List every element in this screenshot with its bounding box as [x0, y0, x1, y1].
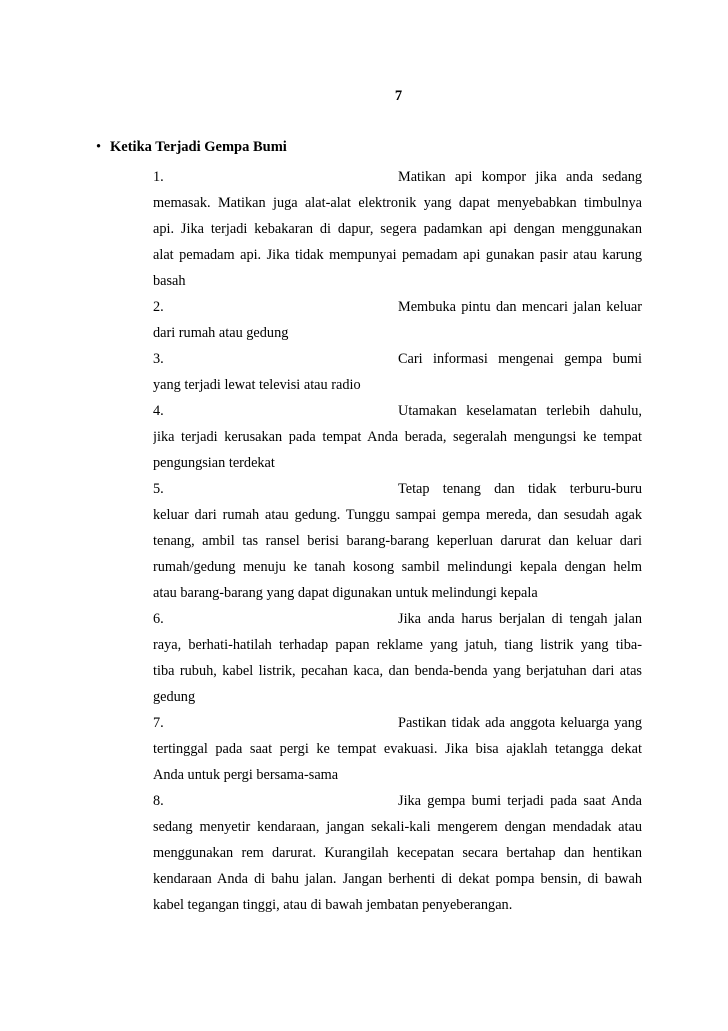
list-item-text-line: dari rumah atau gedung	[153, 325, 289, 341]
list-item	[153, 346, 642, 398]
list-item-first-line	[153, 788, 642, 814]
list-item	[153, 398, 642, 476]
list-item-lead-text: Tetap tenang dan tidak terburu-buru	[398, 481, 642, 497]
list-item-text-line: sedang menyetir kendaraan, jangan sekali-kali mengerem dengan mendadak atau	[153, 819, 642, 835]
list-item-text-line: atau barang-barang yang dapat digunakan untuk melindungi kepala	[153, 585, 538, 601]
list-item-first-line	[153, 710, 642, 736]
list-item-text-line: tenang, ambil tas ransel berisi barang-barang keperluan darurat dan keluar dari	[153, 533, 642, 549]
list-item-text-line: tertinggal pada saat pergi ke tempat evakuasi. Jika bisa ajaklah tetangga dekat	[153, 741, 642, 757]
list-item-text-line: api. Jika terjadi kebakaran di dapur, segera padamkan api dengan menggunakan	[153, 221, 642, 237]
list-item-text-line: memasak. Matikan juga alat-alat elektronik yang dapat menyebabkan timbulnya	[153, 195, 642, 211]
list-item-text-line: yang terjadi lewat televisi atau radio	[153, 377, 361, 393]
list-item	[153, 710, 642, 788]
list-item-first-line	[153, 398, 642, 424]
list-item-number: 2.	[153, 299, 164, 315]
list-item-text-line: basah	[153, 273, 186, 289]
page-number: 7	[394, 88, 403, 104]
list-item-number: 1.	[153, 169, 164, 185]
list-item	[153, 788, 642, 918]
list-item-text-line: jika terjadi kerusakan pada tempat Anda berada, segeralah mengungsi ke tempat	[153, 429, 642, 445]
list-item	[153, 164, 642, 294]
list-item-first-line	[153, 294, 642, 320]
list-item-lead-text: Jika anda harus berjalan di tengah jalan	[398, 611, 642, 627]
list-item-lead-text: Utamakan keselamatan terlebih dahulu,	[398, 403, 642, 419]
list-item-text-line: pengungsian terdekat	[153, 455, 275, 471]
list-item-lead-text: Jika gempa bumi terjadi pada saat Anda	[398, 793, 642, 809]
list-item-text-line: alat pemadam api. Jika tidak mempunyai pemadam api gunakan pasir atau karung	[153, 247, 642, 263]
list-item	[153, 294, 642, 346]
list-item	[153, 606, 642, 710]
list-item-first-line	[153, 606, 642, 632]
list-item-number: 3.	[153, 351, 164, 367]
list-item-text-line: gedung	[153, 689, 196, 705]
list-item-number: 8.	[153, 793, 164, 809]
list-item-text-line: keluar dari rumah atau gedung. Tunggu sampai gempa mereda, dan sesudah agak	[153, 507, 642, 523]
bullet-icon: •	[96, 139, 102, 155]
list-item-text-line: rumah/gedung menuju ke tanah kosong sambil melindungi kepala dengan helm	[153, 559, 642, 575]
list-item-text-line: kendaraan Anda di bahu jalan. Jangan berhenti di dekat pompa bensin, di bawah	[153, 871, 642, 887]
section-heading-text: Ketika Terjadi Gempa Bumi	[110, 139, 287, 155]
list-item-text-line: tiba rubuh, kabel listrik, pecahan kaca, dan benda-benda yang berjatuhan dari atas	[153, 663, 642, 679]
list-item	[153, 476, 642, 606]
list-item-lead-text: Matikan api kompor jika anda sedang	[398, 169, 642, 185]
list-item-text-line: raya, berhati-hatilah terhadap papan reklame yang jatuh, tiang listrik yang tiba-	[153, 637, 642, 653]
list-item-number: 5.	[153, 481, 164, 497]
list-item-number: 6.	[153, 611, 164, 627]
list-item-first-line	[153, 476, 642, 502]
list-item-first-line	[153, 346, 642, 372]
list-item-number: 7.	[153, 715, 164, 731]
list-item-lead-text: Pastikan tidak ada anggota keluarga yang	[398, 715, 642, 731]
list-item-text-line: Anda untuk pergi bersama-sama	[153, 767, 339, 783]
list-item-text-line: kabel tegangan tinggi, atau di bawah jembatan penyeberangan.	[153, 897, 513, 913]
list-item-first-line	[153, 164, 642, 190]
list-item-text-line: menggunakan rem darurat. Kurangilah kecepatan secara bertahap dan hentikan	[153, 845, 642, 861]
list-item-number: 4.	[153, 403, 164, 419]
list-item-lead-text: Membuka pintu dan mencari jalan keluar	[398, 299, 642, 315]
section-heading	[96, 139, 287, 156]
list-item-lead-text: Cari informasi mengenai gempa bumi	[398, 351, 642, 367]
